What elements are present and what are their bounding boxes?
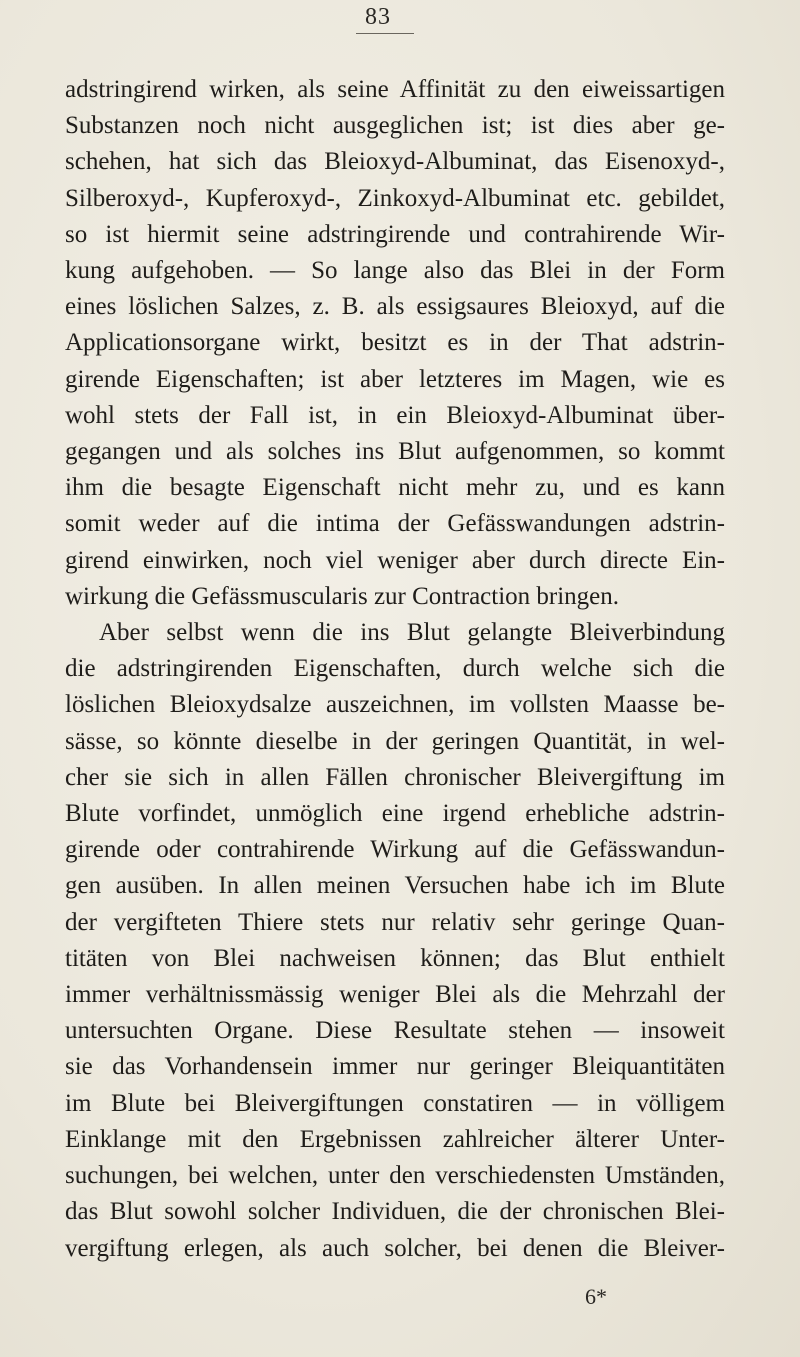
signature-mark: 6* bbox=[585, 1284, 607, 1309]
text-line: Applicationsorgane wirkt, besitzt es in der That adstrin- bbox=[65, 329, 725, 357]
text-line: Substanzen noch nicht ausgeglichen ist; ist dies aber ge- bbox=[65, 112, 725, 140]
text-line: somit weder auf die intima der Gefässwandungen adstrin- bbox=[65, 510, 725, 538]
text-line: girend einwirken, noch viel weniger aber durch directe Ein- bbox=[65, 546, 725, 574]
text-line: eines löslichen Salzes, z. B. als essigsaures Bleioxyd, auf die bbox=[65, 293, 725, 321]
body-text bbox=[65, 72, 725, 1267]
text-line: im Blute bei Bleivergiftungen constatiren — in völligem bbox=[65, 1089, 725, 1117]
text-line: Silberoxyd-, Kupferoxyd-, Zinkoxyd-Albuminat etc. gebildet, bbox=[65, 184, 725, 212]
text-line: wohl stets der Fall ist, in ein Bleioxyd-Albuminat über- bbox=[65, 401, 725, 429]
text-line: adstringirend wirken, als seine Affinität zu den eiweissartigen bbox=[65, 76, 725, 103]
text-line: das Blut sowohl solcher Individuen, die der chronischen Blei- bbox=[65, 1198, 725, 1226]
text-line: der vergifteten Thiere stets nur relativ sehr geringe Quan- bbox=[65, 908, 725, 936]
text-line: suchungen, bei welchen, unter den verschiedensten Umständen, bbox=[65, 1162, 725, 1190]
text-line: vergiftung erlegen, als auch solcher, bei denen die Bleiver- bbox=[65, 1234, 725, 1262]
text-line: die adstringirenden Eigenschaften, durch welche sich die bbox=[65, 655, 725, 683]
paragraph-start-line: Aber selbst wenn die ins Blut gelangte Bleiverbindung bbox=[99, 619, 725, 647]
text-line: ihm die besagte Eigenschaft nicht mehr zu, und es kann bbox=[65, 474, 725, 502]
text-line: sie das Vorhandensein immer nur geringer Bleiquantitäten bbox=[65, 1053, 725, 1081]
text-line: immer verhältnissmässig weniger Blei als die Mehrzahl der bbox=[65, 981, 725, 1009]
text-line: gegangen und als solches ins Blut aufgenommen, so kommt bbox=[65, 438, 725, 466]
text-line: löslichen Bleioxydsalze auszeichnen, im vollsten Maasse be- bbox=[65, 691, 725, 719]
text-line: titäten von Blei nachweisen können; das Blut enthielt bbox=[65, 944, 725, 972]
text-line: girende oder contrahirende Wirkung auf die Gefässwandun- bbox=[65, 836, 725, 864]
page-number: 83 bbox=[365, 4, 391, 30]
text-line: wirkung die Gefässmuscularis zur Contraction bringen. bbox=[65, 582, 620, 610]
text-line: schehen, hat sich das Bleioxyd-Albuminat, das Eisenoxyd-, bbox=[65, 148, 725, 176]
text-line: Blute vorfindet, unmöglich eine irgend erhebliche adstrin- bbox=[65, 800, 725, 828]
text-line: sässe, so könnte dieselbe in der geringen Quantität, in wel- bbox=[65, 727, 725, 755]
text-line: girende Eigenschaften; ist aber letzteres im Magen, wie es bbox=[65, 365, 725, 393]
text-line: kung aufgehoben. — So lange also das Blei in der Form bbox=[65, 257, 725, 285]
text-line: gen ausüben. In allen meinen Versuchen habe ich im Blute bbox=[65, 872, 725, 900]
text-line: cher sie sich in allen Fällen chronischer Bleivergiftung im bbox=[65, 763, 725, 791]
text-line: untersuchten Organe. Diese Resultate stehen — insoweit bbox=[65, 1017, 725, 1045]
text-line: so ist hiermit seine adstringirende und contrahirende Wir- bbox=[65, 220, 725, 248]
page-number-underline bbox=[356, 33, 414, 34]
text-line: Einklange mit den Ergebnissen zahlreicher älterer Unter- bbox=[65, 1125, 725, 1153]
